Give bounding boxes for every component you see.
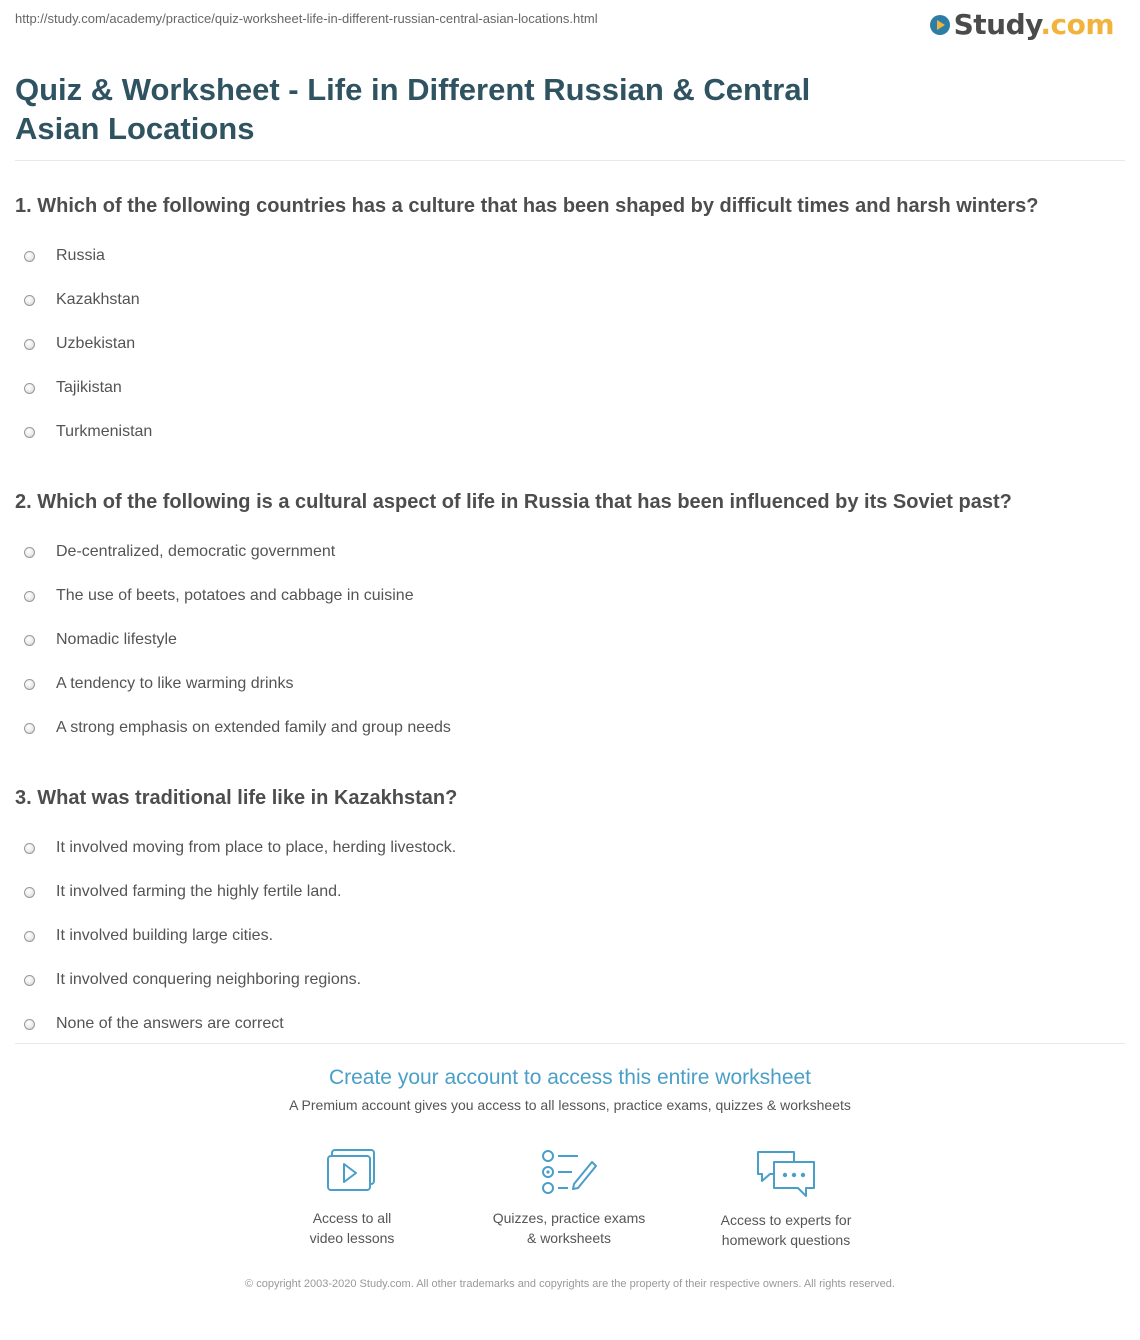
answer-option[interactable] — [15, 530, 1125, 574]
feature-line: video lessons — [309, 1230, 395, 1246]
logo-suffix: .com — [1040, 8, 1114, 41]
answer-label: None of the answers are correct — [56, 1015, 284, 1032]
answer-label: Turkmenistan — [56, 423, 153, 440]
feature-video-lessons — [257, 1148, 447, 1248]
answer-option[interactable] — [15, 826, 1125, 870]
answer-option[interactable] — [15, 366, 1125, 410]
radio-button-icon[interactable] — [24, 383, 35, 394]
premium-description: A Premium account gives you access to all lessons, practice exams, quizzes & worksheets — [289, 1097, 851, 1113]
radio-button-icon[interactable] — [24, 679, 35, 690]
feature-line: Quizzes, practice exams — [492, 1210, 646, 1226]
radio-button-icon[interactable] — [24, 931, 35, 942]
logo-name: Study — [953, 8, 1041, 41]
copyright-footer: © copyright 2003-2020 Study.com. All other trademarks and copyrights are the property of their respective owners. All rights reserved. — [245, 1278, 895, 1290]
question-text: 3. What was traditional life like in Kazakhstan? — [15, 787, 458, 809]
answer-option[interactable] — [15, 234, 1125, 278]
radio-button-icon[interactable] — [24, 975, 35, 986]
logo-text — [954, 8, 1114, 41]
answer-label: The use of beets, potatoes and cabbage in cuisine — [56, 587, 414, 604]
question-list — [15, 193, 1125, 1081]
feature-experts — [691, 1148, 881, 1250]
page-url: http://study.com/academy/practice/quiz-worksheet-life-in-different-russian-central-asian-locations.html — [15, 11, 598, 26]
answer-label: A strong emphasis on extended family and group needs — [56, 719, 451, 736]
radio-button-icon[interactable] — [24, 427, 35, 438]
question-2 — [15, 489, 1125, 750]
create-account-link[interactable]: Create your account to access this entire worksheet — [328, 1066, 812, 1089]
answer-option[interactable] — [15, 662, 1125, 706]
feature-line: Access to experts for — [720, 1212, 852, 1228]
answer-label: Kazakhstan — [56, 291, 140, 308]
video-lesson-icon — [326, 1148, 378, 1196]
feature-line: & worksheets — [526, 1230, 612, 1246]
answer-label: It involved farming the highly fertile land. — [56, 883, 342, 900]
radio-button-icon[interactable] — [24, 251, 35, 262]
radio-button-icon[interactable] — [24, 887, 35, 898]
answer-label: Nomadic lifestyle — [56, 631, 177, 648]
radio-button-icon[interactable] — [24, 591, 35, 602]
radio-button-icon[interactable] — [24, 339, 35, 350]
answer-option[interactable] — [15, 618, 1125, 662]
play-logo-icon — [930, 15, 950, 35]
question-text: 2. Which of the following is a cultural aspect of life in Russia that has been influenced by its Soviet past? — [15, 491, 1012, 513]
quiz-checklist-icon — [540, 1148, 598, 1196]
answer-label: It involved moving from place to place, herding livestock. — [56, 839, 457, 856]
chat-bubbles-icon — [754, 1148, 818, 1198]
answer-option[interactable] — [15, 1002, 1125, 1046]
radio-button-icon[interactable] — [24, 295, 35, 306]
bottom-divider — [15, 1043, 1125, 1044]
question-text: 1. Which of the following countries has a culture that has been shaped by difficult times and harsh winters? — [15, 195, 1039, 217]
answer-label: It involved conquering neighboring regions. — [56, 971, 362, 988]
answer-label: A tendency to like warming drinks — [56, 675, 294, 692]
answer-label: Russia — [56, 247, 105, 264]
answer-option[interactable] — [15, 870, 1125, 914]
answer-option[interactable] — [15, 958, 1125, 1002]
answer-label: It involved building large cities. — [56, 927, 274, 944]
answer-label: Uzbekistan — [56, 335, 136, 352]
question-3 — [15, 785, 1125, 1046]
answer-option[interactable] — [15, 574, 1125, 618]
feature-line: Access to all — [312, 1210, 392, 1226]
answer-option[interactable] — [15, 410, 1125, 454]
question-1 — [15, 193, 1125, 454]
radio-button-icon[interactable] — [24, 723, 35, 734]
top-divider — [15, 160, 1125, 161]
page-title: Quiz & Worksheet - Life in Different Russian & Central Asian Locations — [15, 72, 811, 146]
answer-option[interactable] — [15, 322, 1125, 366]
radio-button-icon[interactable] — [24, 635, 35, 646]
answer-option[interactable] — [15, 706, 1125, 750]
answer-label: Tajikistan — [56, 379, 122, 396]
radio-button-icon[interactable] — [24, 1019, 35, 1030]
answer-option[interactable] — [15, 914, 1125, 958]
radio-button-icon[interactable] — [24, 547, 35, 558]
answer-label: De-centralized, democratic government — [56, 543, 336, 560]
radio-button-icon[interactable] — [24, 843, 35, 854]
feature-quizzes — [474, 1148, 664, 1248]
study-logo[interactable] — [930, 8, 1114, 41]
answer-option[interactable] — [15, 278, 1125, 322]
feature-line: homework questions — [721, 1232, 851, 1248]
